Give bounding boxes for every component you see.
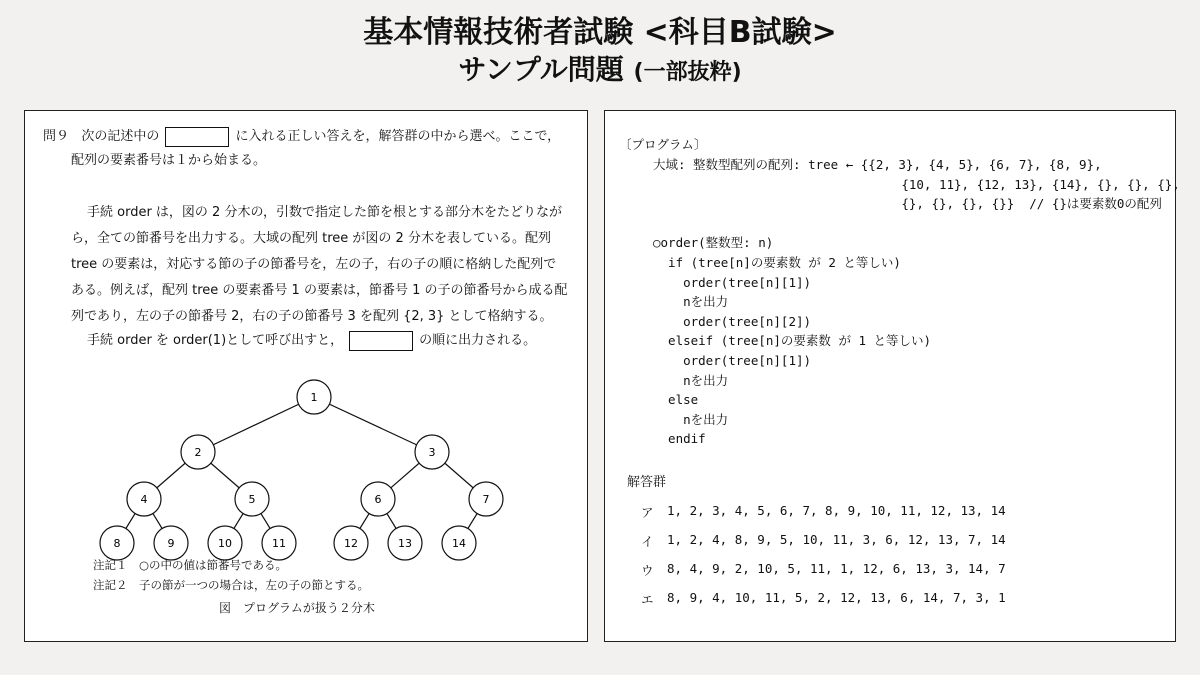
code-line: ○order(整数型: n) — [653, 235, 774, 251]
paragraph-line2: ら，全ての節番号を出力する。大域の配列 tree が図の 2 分木を表している。配列 — [71, 231, 551, 246]
question-line1 — [43, 125, 560, 149]
paragraph-line1: 手続 order は，図の 2 分木の，引数で指定した節を根とする部分木をたどりなが — [87, 205, 562, 220]
figure-caption: 図 プログラムが扱う２分木 — [219, 601, 375, 615]
code-line: if (tree[n]の要素数 が 2 と等しい) — [653, 255, 901, 270]
answer-value: 1, 2, 4, 8, 9, 5, 10, 11, 3, 6, 12, 13, 7, 14 — [667, 532, 1006, 547]
answer-value: 8, 4, 9, 2, 10, 5, 11, 1, 12, 6, 13, 3, 14, 7 — [667, 561, 1006, 576]
title-main: サンプル問題 — [458, 53, 624, 86]
tree-edge — [314, 397, 432, 452]
title-paren: (一部抜粋) — [633, 60, 742, 85]
tree-node-label: 4 — [140, 493, 148, 506]
answer-blank-box — [165, 127, 229, 147]
code-line: 大域: 整数型配列の配列: tree ← {{2, 3}, {4, 5}, {6, 7}, {8, 9}, — [653, 157, 1102, 172]
question-line2: 配列の要素番号は１から始まる。 — [71, 153, 267, 168]
tree-node-label: 7 — [482, 493, 490, 506]
code-line: nを出力 — [653, 294, 729, 310]
tree-node-label: 9 — [167, 537, 175, 550]
answer-value: 8, 9, 4, 10, 11, 5, 2, 12, 13, 6, 14, 7, 3, 1 — [667, 590, 1006, 605]
code-line: order(tree[n][1]) — [653, 353, 812, 368]
code-line: elseif (tree[n]の要素数 が 1 と等しい) — [653, 333, 932, 349]
tree-node-label: 6 — [374, 493, 382, 506]
tree-node-label: 10 — [218, 537, 232, 550]
question-number: 問９ — [43, 129, 70, 144]
note-2: 注記２ 子の節が一つの場合は，左の子の節とする。 — [93, 578, 369, 592]
answer-label: ア — [641, 505, 654, 520]
tree-node-label: 12 — [344, 537, 358, 550]
note-1: 注記１ ○の中の値は節番号である。 — [93, 558, 288, 572]
code-line: order(tree[n][1]) — [653, 274, 812, 290]
paragraph-line6 — [87, 329, 536, 353]
paragraph-line4: ある。例えば，配列 tree の要素番号 1 の要素は，節番号 1 の子の節番号から成る配 — [71, 283, 568, 298]
program-header: 〔プログラム〕 — [619, 137, 707, 152]
answer-group-header: 解答群 — [627, 475, 667, 490]
tree-node-label: 1 — [310, 391, 318, 404]
paragraph-line6a: 手続 order を order(1)として呼び出すと， — [87, 333, 344, 348]
code-line: endif — [653, 431, 706, 447]
tree-node-label: 5 — [248, 493, 256, 506]
code-line: {}, {}, {}, {}} // {}は要素数0の配列 — [653, 196, 1162, 212]
answer-value: 1, 2, 3, 4, 5, 6, 7, 8, 9, 10, 11, 12, 13, 14 — [667, 503, 1006, 518]
tree-node-label: 3 — [428, 446, 436, 459]
code-line: else — [653, 392, 699, 408]
program-panel — [604, 110, 1180, 642]
title-line2 — [0, 52, 1200, 91]
answer-label: ウ — [641, 563, 654, 578]
paragraph-line6b: の順に出力される。 — [419, 333, 537, 348]
slide-title — [0, 14, 1200, 91]
question-text-1a: 次の記述中の — [81, 129, 160, 144]
title-line1: 基本情報技術者試験 <科目B試験> — [363, 15, 837, 50]
tree-node-label: 13 — [398, 537, 412, 550]
question-panel — [24, 110, 588, 642]
binary-tree-diagram — [25, 377, 585, 577]
output-blank-box — [349, 331, 413, 351]
tree-node-label: 8 — [113, 537, 121, 550]
code-line: nを出力 — [653, 411, 729, 427]
tree-edge — [198, 397, 314, 452]
answer-label: イ — [641, 534, 654, 549]
code-line: nを出力 — [653, 372, 729, 388]
question-text-1b: に入れる正しい答えを，解答群の中から選べ。ここで， — [235, 129, 561, 144]
paragraph-line3: tree の要素は，対応する節の子の節番号を，左の子，右の子の順に格納した配列で — [71, 257, 557, 272]
answer-label: エ — [641, 592, 654, 607]
tree-node-label: 11 — [272, 537, 286, 550]
code-line: {10, 11}, {12, 13}, {14}, {}, {}, {}, — [653, 176, 1180, 192]
tree-node-label: 2 — [194, 446, 202, 459]
tree-node-label: 14 — [452, 537, 466, 550]
code-line: order(tree[n][2]) — [653, 313, 812, 329]
paragraph-line5: 列であり，左の子の節番号 2，右の子の節番号 3 を配列 {2, 3} として格納する。 — [71, 309, 553, 324]
